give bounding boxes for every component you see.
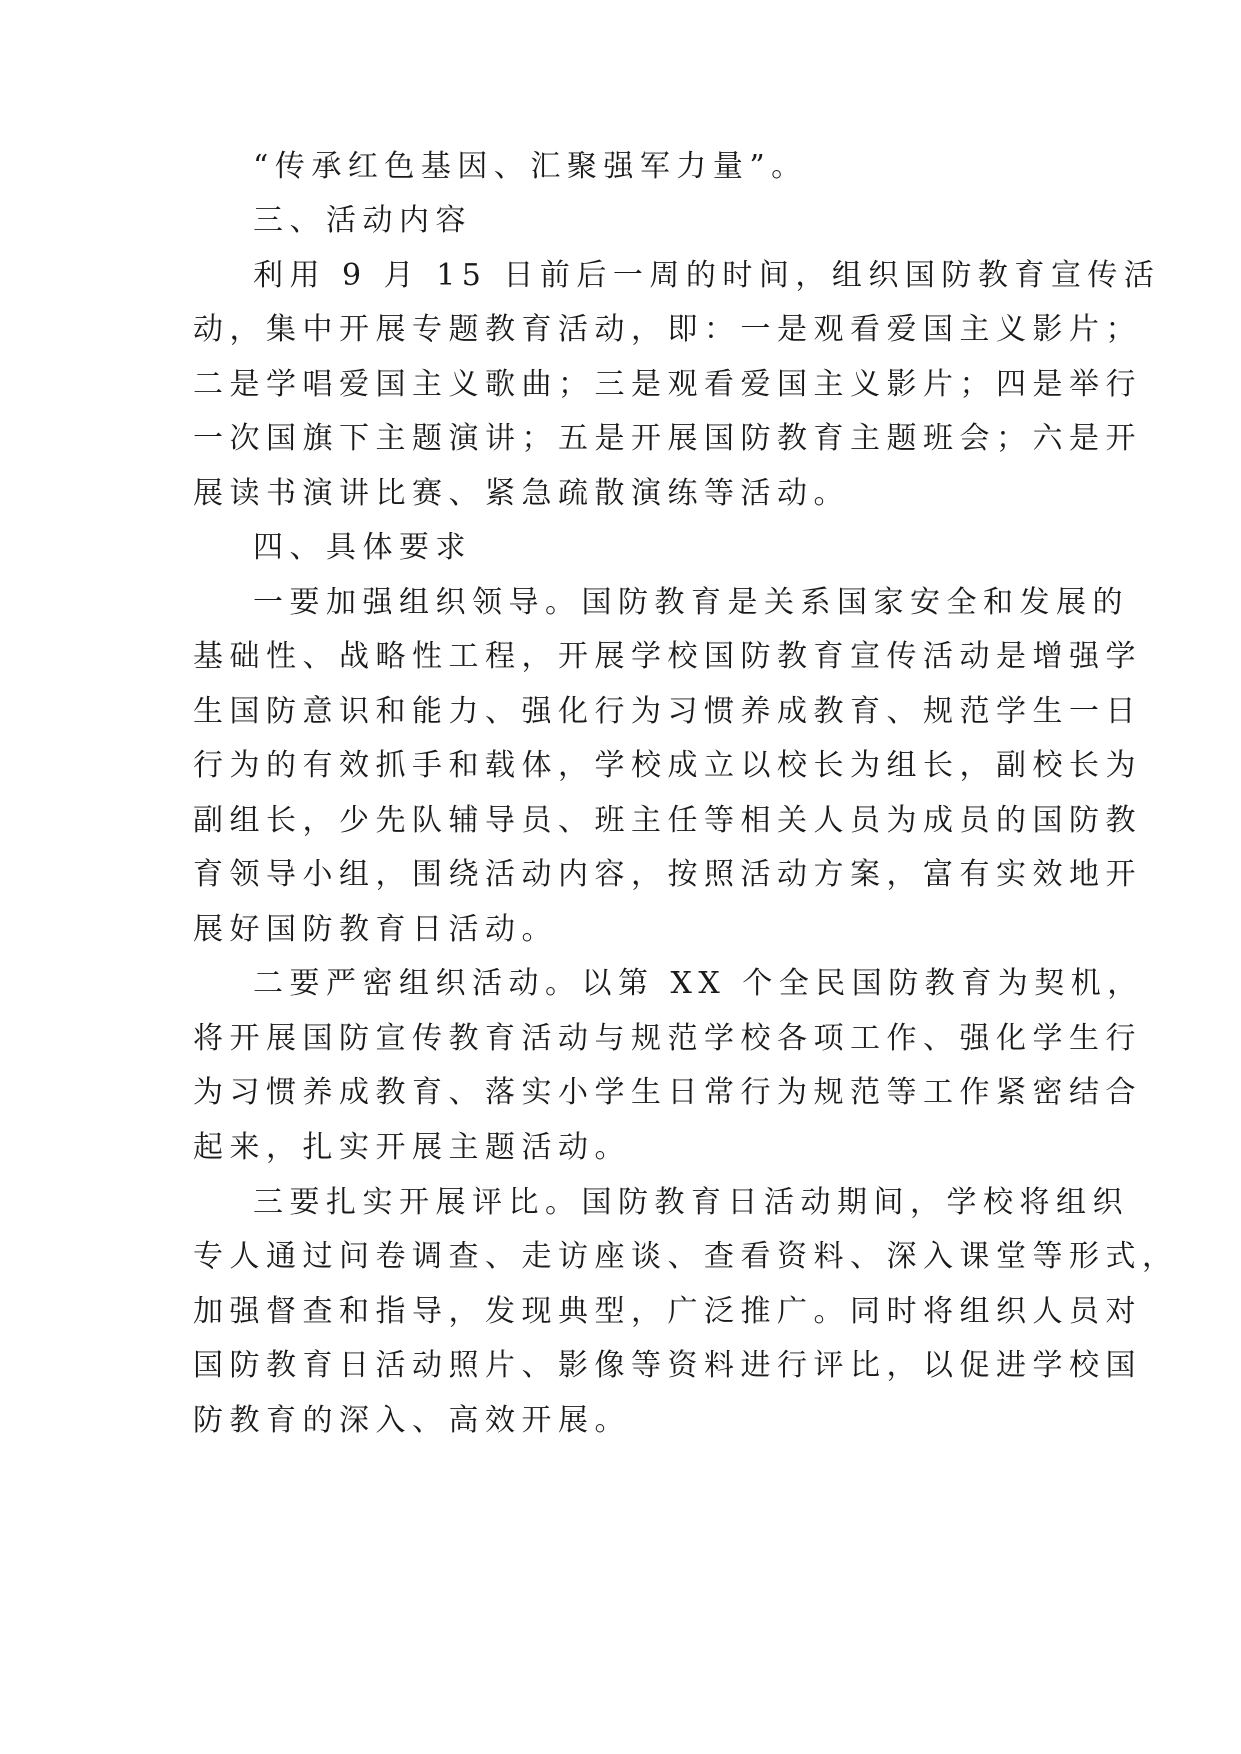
paragraph-line: 一要加强组织领导。国防教育是关系国家安全和发展的: [253, 585, 1129, 620]
paragraph-line: 三要扎实开展评比。国防教育日活动期间，学校将组织: [253, 1185, 1129, 1220]
paragraph-line: 二是学唱爱国主义歌曲；三是观看爱国主义影片；四是举行: [193, 367, 1142, 402]
paragraph-line: 防教育的深入、高效开展。: [193, 1403, 631, 1438]
paragraph-line: 育领导小组，围绕活动内容，按照活动方案，富有实效地开: [193, 857, 1142, 892]
paragraph-line: 加强督查和指导，发现典型，广泛推广。同时将组织人员对: [193, 1294, 1142, 1329]
paragraph-line: 基础性、战略性工程，开展学校国防教育宣传活动是增强学: [193, 639, 1142, 674]
paragraph-line: 国防教育日活动照片、影像等资料进行评比，以促进学校国: [193, 1348, 1142, 1383]
paragraph-line: “传承红色基因、汇聚强军力量”。: [253, 149, 808, 184]
paragraph-line: 二要严密组织活动。以第 XX 个全民国防教育为契机，: [253, 966, 1144, 1001]
paragraph-line: 一次国旗下主题演讲；五是开展国防教育主题班会；六是开: [193, 421, 1142, 456]
paragraph-line: 行为的有效抓手和载体，学校成立以校长为组长，副校长为: [193, 748, 1142, 783]
paragraph-line: 为习惯养成教育、落实小学生日常行为规范等工作紧密结合: [193, 1075, 1142, 1110]
section-heading-activity-content: 三、活动内容: [253, 203, 472, 238]
paragraph-line: 将开展国防宣传教育活动与规范学校各项工作、强化学生行: [193, 1021, 1142, 1056]
paragraph-line: 起来，扎实开展主题活动。: [193, 1130, 631, 1165]
paragraph-line: 展读书演讲比赛、紧急疏散演练等活动。: [193, 476, 850, 511]
paragraph-line: 展好国防教育日活动。: [193, 912, 558, 947]
paragraph-line: 生国防意识和能力、强化行为习惯养成教育、规范学生一日: [193, 694, 1142, 729]
paragraph-line: 副组长，少先队辅导员、班主任等相关人员为成员的国防教: [193, 803, 1142, 838]
paragraph-line: 动，集中开展专题教育活动，即：一是观看爱国主义影片；: [193, 312, 1142, 347]
paragraph-line: 利用 9 月 15 日前后一周的时间，组织国防教育宣传活: [253, 258, 1161, 293]
paragraph-line: 专人通过问卷调查、走访座谈、查看资料、深入课堂等形式，: [193, 1239, 1179, 1274]
section-heading-requirements: 四、具体要求: [253, 530, 472, 565]
